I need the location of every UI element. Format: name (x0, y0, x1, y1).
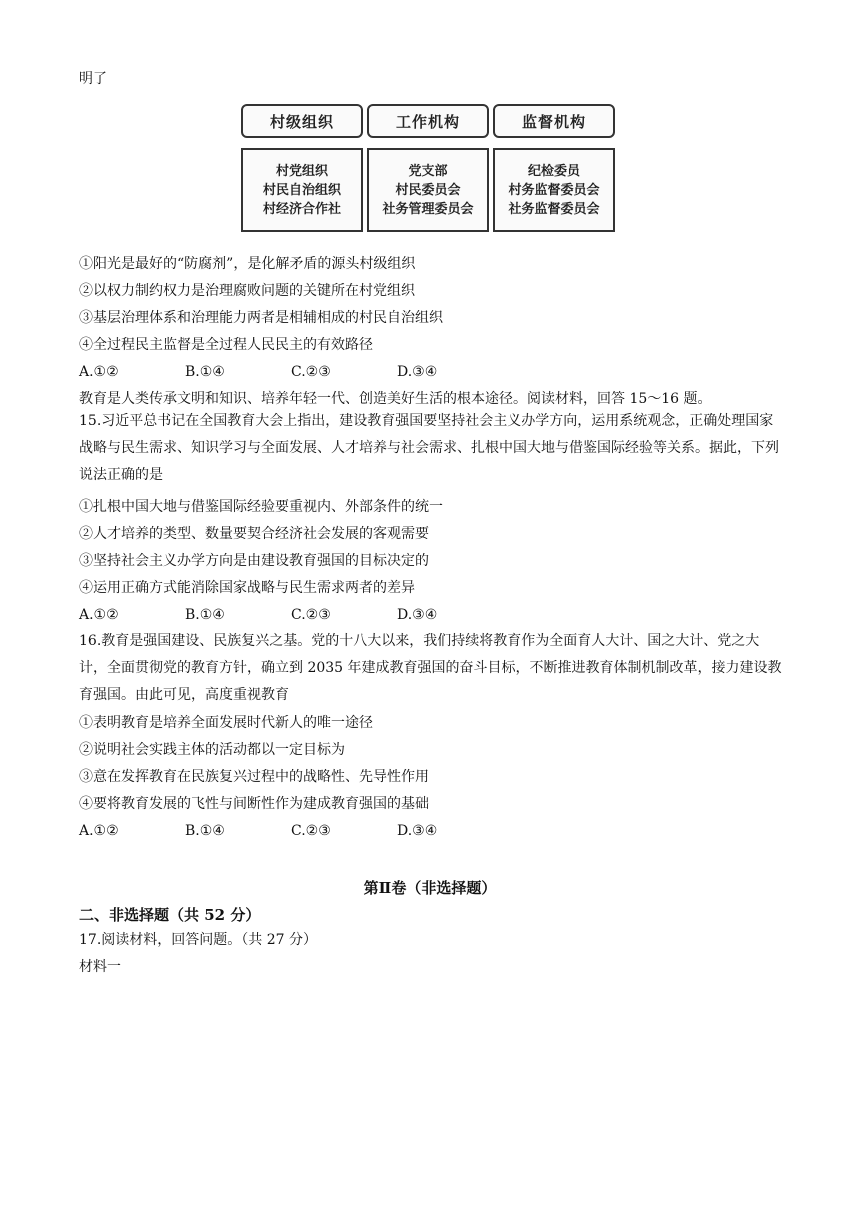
diagram-box-supervision-org (493, 148, 615, 232)
organization-diagram (241, 104, 615, 232)
diagram-box-village-org (241, 148, 363, 232)
q15-options (79, 606, 503, 624)
q16-statement-1: ①表明教育是培养全面发展时代新人的唯一途径 (79, 715, 373, 731)
diagram-item: 社务管理委员会 (382, 201, 474, 217)
q16-statement-3: ③意在发挥教育在民族复兴过程中的战略性、先导性作用 (79, 769, 429, 785)
lead-fragment: 明了 (79, 71, 107, 87)
option-b: B.①④ (185, 823, 225, 839)
q14-options (79, 363, 503, 381)
option-c: C.②③ (291, 607, 331, 623)
part-title: 二、非选择题（共 52 分） (79, 906, 261, 924)
material-label: 材料一 (79, 959, 121, 975)
q16-statement-2: ②说明社会实践主体的活动都以一定目标为 (79, 742, 345, 758)
section-title: 第Ⅱ卷（非选择题） (363, 879, 497, 897)
diagram-item: 村党组织 (275, 163, 328, 179)
option-b: B.①④ (185, 364, 225, 380)
q14-statement-2: ②以权力制约权力是治理腐败问题的关键所在村党组织 (79, 283, 415, 299)
q16-stem: 16.教育是强国建设、民族复兴之基。党的十八大以来，我们持续将教育作为全面育人大计、国之大计、党之大计，全面贯彻党的教育方针，确立到 2035 年建成教育强国的奋斗目标，不断推进教育体制机制改革，接力建设教育强国。由此可见，高度重视教育 (79, 633, 782, 703)
diagram-item: 村民委员会 (395, 182, 461, 198)
material-intro: 教育是人类传承文明和知识、培养年轻一代、创造美好生活的根本途径。阅读材料，回答 15～16 题。 (79, 391, 712, 407)
option-c: C.②③ (291, 823, 331, 839)
option-d: D.③④ (397, 823, 438, 839)
q15-statement-2: ②人才培养的类型、数量要契合经济社会发展的客观需要 (79, 526, 429, 542)
q15-statement-4: ④运用正确方式能消除国家战略与民生需求两者的差异 (79, 580, 415, 596)
diagram-item: 村经济合作社 (262, 201, 341, 217)
option-a: A.①② (79, 823, 119, 839)
diagram-item: 纪检委员 (527, 163, 580, 179)
diagram-header-village-org: 村级组织 (241, 104, 363, 138)
q14-statement-4: ④全过程民主监督是全过程人民民主的有效路径 (79, 337, 373, 353)
diagram-box-work-org (367, 148, 489, 232)
diagram-item: 村务监督委员会 (508, 182, 600, 198)
q15-stem: 15.习近平总书记在全国教育大会上指出，建设教育强国要坚持社会主义办学方向，运用系统观念，正确处理国家战略与民生需求、知识学习与全面发展、人才培养与社会需求、扎根中国大地与借鉴国际经验等关系。据此，下列说法正确的是 (79, 413, 779, 483)
diagram-item: 村民自治组织 (262, 182, 341, 198)
q17-stem: 17.阅读材料，回答问题。（共 27 分） (79, 932, 317, 948)
diagram-header-supervision-org: 监督机构 (493, 104, 615, 138)
option-c: C.②③ (291, 364, 331, 380)
q15-statement-3: ③坚持社会主义办学方向是由建设教育强国的目标决定的 (79, 553, 429, 569)
q14-statement-3: ③基层治理体系和治理能力两者是相辅相成的村民自治组织 (79, 310, 443, 326)
q15-statement-1: ①扎根中国大地与借鉴国际经验要重视内、外部条件的统一 (79, 499, 443, 515)
option-b: B.①④ (185, 607, 225, 623)
diagram-item: 党支部 (408, 163, 448, 179)
q16-options (79, 822, 503, 840)
q14-statement-1: ①阳光是最好的“防腐剂”，是化解矛盾的源头村级组织 (79, 256, 416, 272)
diagram-header-work-org: 工作机构 (367, 104, 489, 138)
option-d: D.③④ (397, 607, 438, 623)
option-a: A.①② (79, 607, 119, 623)
q16-statement-4: ④要将教育发展的飞性与间断性作为建成教育强国的基础 (79, 796, 429, 812)
option-d: D.③④ (397, 364, 438, 380)
diagram-item: 社务监督委员会 (508, 201, 600, 217)
option-a: A.①② (79, 364, 119, 380)
